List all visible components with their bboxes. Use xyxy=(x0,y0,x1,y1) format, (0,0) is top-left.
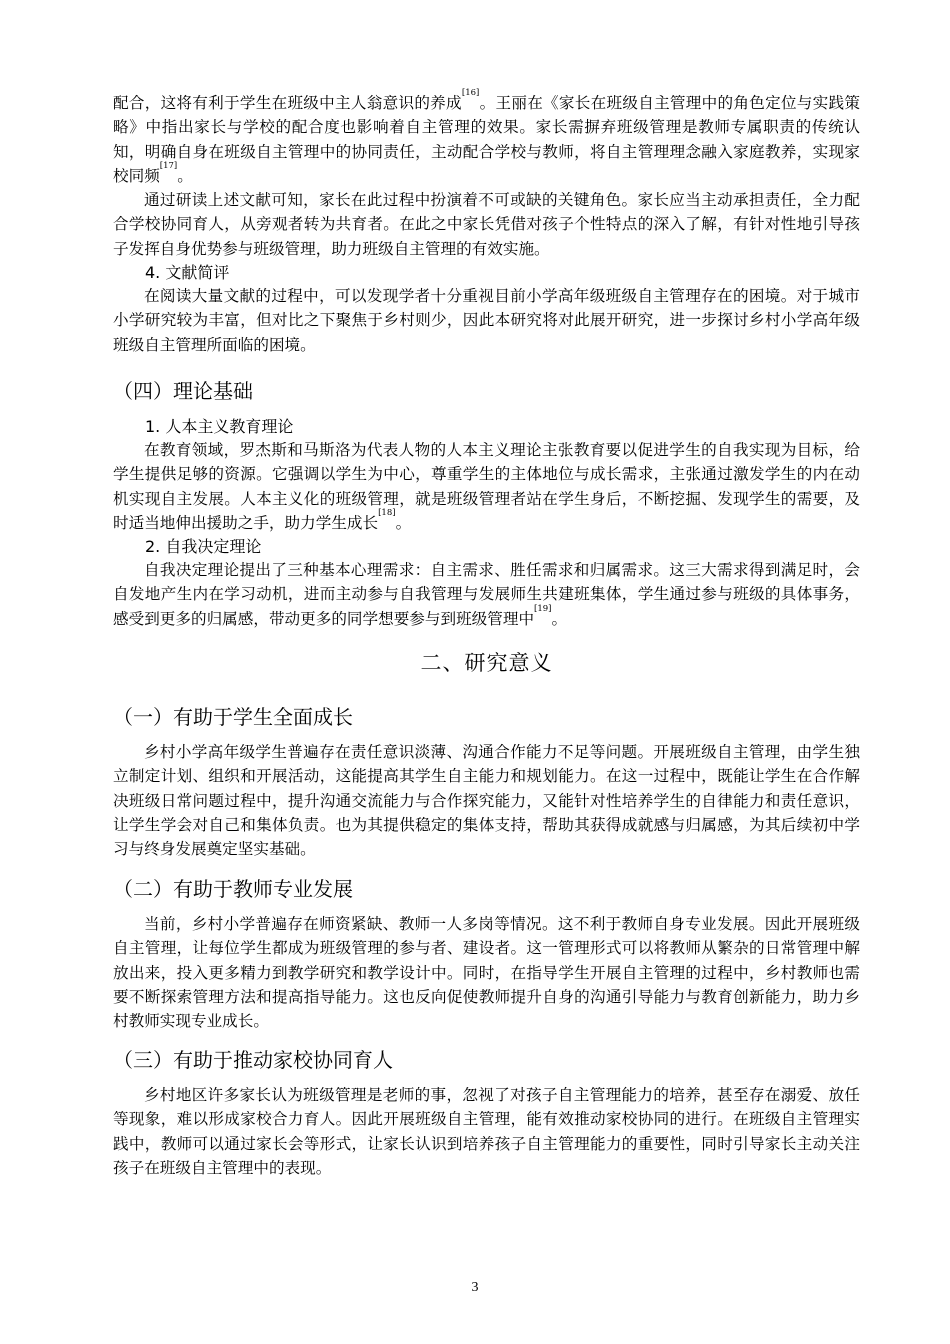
paragraph-text: 。王丽在《家长在班级自主管理中的角色定位与实践策略》中指出家长与学校的配合度也影响着自主管理的效果。家长需摒弃班级管理是教师专属职责的传统认知，明确自身在班级自主管理中的协同责任，主动配合学校与教师，将自主管理理念融入家庭教养，实现家校同频 xyxy=(113,94,860,185)
chapter-title: 二、研究意义 xyxy=(420,651,553,675)
chapter-title-block xyxy=(113,648,860,678)
paragraph: 乡村地区许多家长认为班级管理是老师的事，忽视了对孩子自主管理能力的培养，甚至存在溺爱、放任等现象，难以形成家校合力育人。因此开展班级自主管理，能有效推动家校协同的进行。在班级自主管理实践中，教师可以通过家长会等形式，让家长认识到培养孩子自主管理能力的重要性，同时引导家长主动关注孩子在班级自主管理中的表现。 xyxy=(113,1086,860,1177)
paragraph xyxy=(113,88,860,188)
paragraph-text: 。 xyxy=(395,513,412,532)
paragraph: 乡村小学高年级学生普遍存在责任意识淡薄、沟通合作能力不足等问题。开展班级自主管理，由学生独立制定计划、组织和开展活动，这能提高其学生自主能力和规划能力。在这一过程中，既能让学生在合作解决班级日常问题过程中，提升沟通交流能力与合作探究能力，又能针对性培养学生的自律能力和责任意识，让学生学会对自己和集体负责。也为其提供稳定的集体支持，帮助其获得成就感与归属感，为其后续初中学习与终身发展奠定坚实基础。 xyxy=(113,743,860,859)
paragraph: 在阅读大量文献的过程中，可以发现学者十分重视目前小学高年级班级自主管理存在的困境。对于城市小学研究较为丰富，但对比之下聚焦于乡村则少，因此本研究将对此展开研究，进一步探讨乡村小学高年级班级自主管理所面临的困境。 xyxy=(113,287,860,354)
paragraph-text: 。 xyxy=(551,609,568,628)
subheading: 2. 自我决定理论 xyxy=(145,537,262,557)
citation-ref: [18] xyxy=(378,507,396,518)
significance-3 xyxy=(113,1045,860,1180)
theory-section xyxy=(113,376,860,631)
citation-ref: [17] xyxy=(159,160,178,171)
page-number: 3 xyxy=(471,1280,479,1295)
paragraph-text: 在教育领域，罗杰斯和马斯洛为代表人物的人本主义理论主张教育要以促进学生的自我实现为目标，给学生提供足够的资源。它强调以学生为中心，尊重学生的主体地位与成长需求，主张通过激发学生的内在动机实现自主发展。人本主义化的班级管理，就是班级管理者站在学生身后，不断挖掘、发现学生的需要，及时适当地伸出援助之手，助力学生成长 xyxy=(113,441,860,532)
paragraph xyxy=(113,558,860,631)
citation-ref: [19] xyxy=(534,603,552,614)
paragraph-text: 配合，这将有利于学生在班级中主人翁意识的养成 xyxy=(113,94,462,112)
paragraph: 当前，乡村小学普遍存在师资紧缺、教师一人多岗等情况。这不利于教师自身专业发展。因此开展班级自主管理，让每位学生都成为班级管理的参与者、建设者。这一管理形式可以将教师从繁杂的日常管理中解放出来，投入更多精力到教学研究和教学设计中。同时，在指导学生开展自主管理的过程中，乡村教师也需要不断探索管理方法和提高指导能力。这也反向促使教师提升自身的沟通引导能力与教育创新能力，助力乡村教师实现专业成长。 xyxy=(113,915,860,1031)
subheading: 1. 人本主义教育理论 xyxy=(145,417,294,436)
paragraph-text: 。 xyxy=(177,166,193,185)
significance-1 xyxy=(113,702,860,861)
paragraph: 通过研读上述文献可知，家长在此过程中扮演着不可或缺的关键角色。家长应当主动承担责任，全力配合学校协同育人，从旁观者转为共育者。在此之中家长凭借对孩子个性特点的深入了解，有针对性地引导孩子发挥自身优势参与班级管理，助力班级自主管理的有效实施。 xyxy=(113,191,860,258)
paragraph xyxy=(113,438,860,535)
section-heading: （二）有助于教师专业发展 xyxy=(113,877,353,901)
subheading: 4. 文献简评 xyxy=(145,263,230,283)
citation-ref: [16] xyxy=(461,88,480,98)
section-heading: （一）有助于学生全面成长 xyxy=(113,705,353,729)
paragraph-text: 自我决定理论提出了三种基本心理需求：自主需求、胜任需求和归属需求。这三大需求得到满足时，会自发地产生内在学习动机，进而主动参与自我管理与发展师生共建班集体，学生通过参与班级的具体事务，感受到更多的归属感，带动更多的同学想要参与到班级管理中 xyxy=(113,561,860,628)
section-heading: （四）理论基础 xyxy=(113,379,253,403)
significance-2 xyxy=(113,874,860,1033)
section-heading: （三）有助于推动家校协同育人 xyxy=(113,1048,393,1072)
literature-continuation xyxy=(113,88,860,357)
